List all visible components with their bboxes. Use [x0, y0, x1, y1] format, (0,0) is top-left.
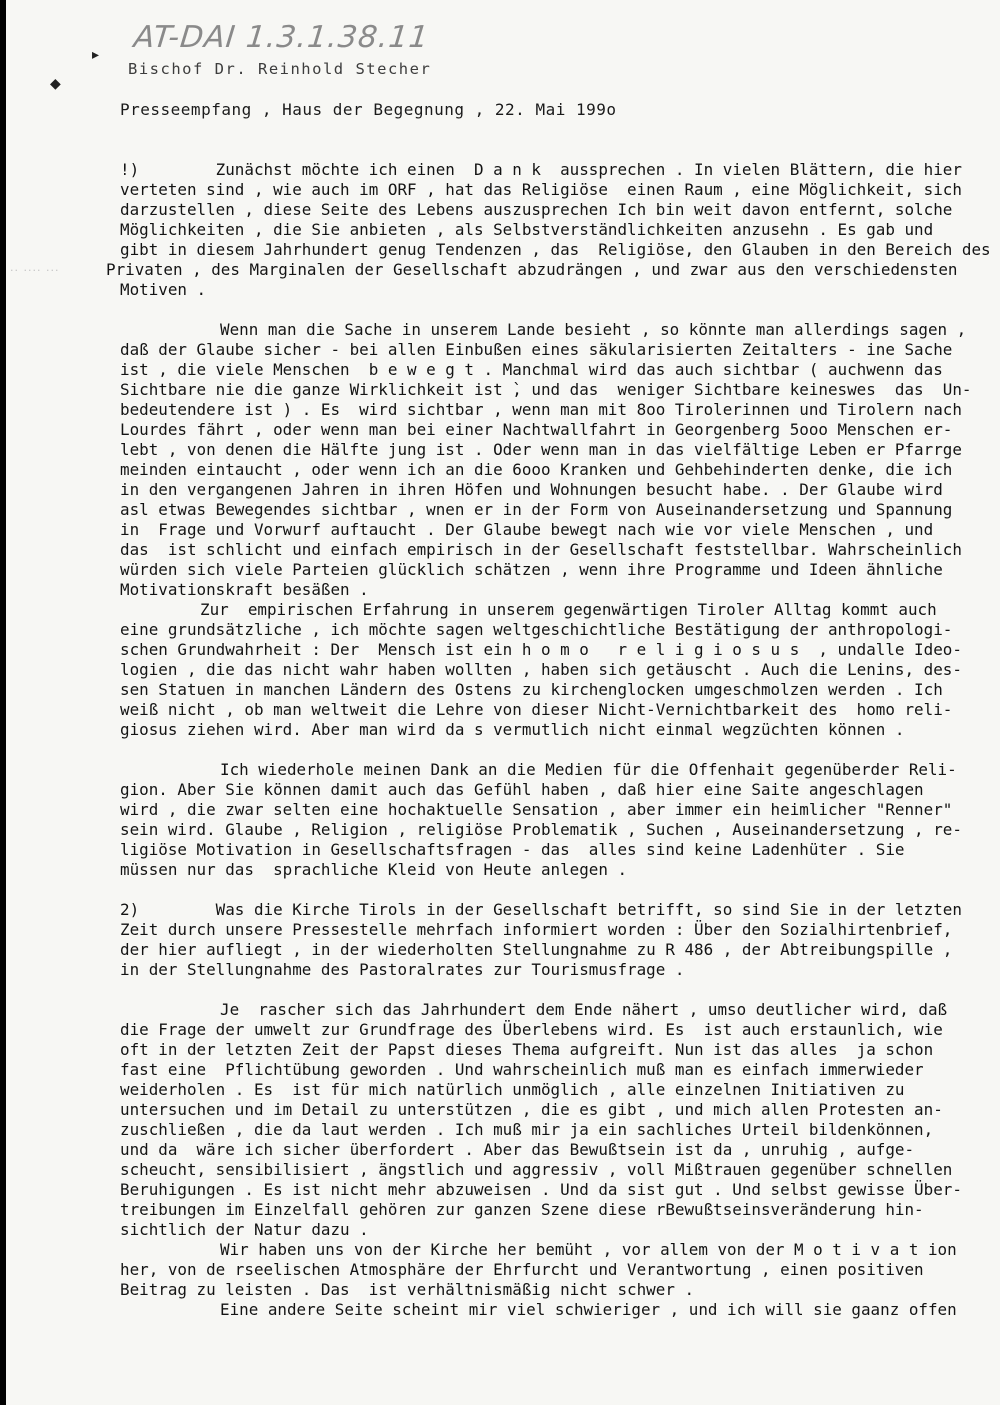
text-line: giosus ziehen wird. Aber man wird da s vermutlich nicht einmal wegzüchten können .: [120, 720, 905, 739]
text-line: weiderholen . Es ist für mich natürlich unmöglich , alle einzelnen Initiativen zu: [120, 1080, 905, 1099]
text-line: sen Statuen in manchen Ländern des Ostens zu kirchenglocken umgeschmolzen werden . Ich: [120, 680, 943, 699]
subject-line: Presseempfang , Haus der Begegnung , 22. Mai 199o: [120, 100, 617, 119]
text-line: asl etwas Bewegendes sichtbar , wnen er in der Form von Auseinandersetzung und Spannung: [120, 500, 953, 519]
text-line: ligiöse Motivation in Gesellschaftsfragen - das alles sind keine Ladenhüter . Sie: [120, 840, 905, 859]
text-line: verteten sind , wie auch im ORF , hat das Religiöse einen Raum , eine Möglichkeit, sich: [120, 180, 962, 199]
text-line: Je rascher sich das Jahrhundert dem Ende nähert , umso deutlicher wird, daß: [220, 1000, 948, 1019]
text-line: treibungen im Einzelfall gehören zur ganzen Szene diese rBewußtseinsveränderung hin-: [120, 1200, 924, 1219]
margin-faded-text: ·· ···· ···: [10, 264, 60, 277]
text-line: müssen nur das sprachliche Kleid von Heute anlegen .: [120, 860, 628, 879]
text-line: in den vergangenen Jahren in ihren Höfen und Wohnungen besucht habe. . Der Glaube wird: [120, 480, 943, 499]
author-line: Bischof Dr. Reinhold Stecher: [128, 60, 432, 78]
margin-mark-top: ▸: [92, 47, 100, 63]
text-line: die Frage der umwelt zur Grundfrage des Überlebens wird. Es ist auch erstaunlich, wie: [120, 1020, 943, 1039]
text-line: 2) Was die Kirche Tirols in der Gesellschaft betrifft, so sind Sie in der letzten: [120, 900, 962, 919]
text-line: meinden eintaucht , oder wenn ich an die 6ooo Kranken und Gehbehinderten denke, die ich: [120, 460, 953, 479]
text-line: fast eine Pflichtübung geworden . Und wahrscheinlich muß man es einfach immerwieder: [120, 1060, 924, 1079]
text-line: Beitrag zu leisten . Das ist verhältnismäßig nicht schwer .: [120, 1280, 695, 1299]
text-line: Zeit durch unsere Pressestelle mehrfach informiert worden : Über den Sozialhirtenbrief,: [120, 920, 953, 939]
text-line: bedeutendere ist ) . Es wird sichtbar , wenn man mit 8oo Tirolerinnen und Tirolern nach: [120, 400, 962, 419]
text-line: Privaten , des Marginalen der Gesellschaft abzudrängen , und zwar aus den verschiedensten: [106, 260, 958, 279]
text-line: sichtlich der Natur dazu .: [120, 1220, 369, 1239]
text-line: ist , die viele Menschen b e w e g t . Manchmal wird das auch sichtbar ( auchwenn das: [120, 360, 943, 379]
text-line: der hier aufliegt , in der wiederholten Stellungnahme zu R 486 , der Abtreibungspille ,: [120, 940, 953, 959]
text-line: logien , die das nicht wahr haben wollten , haben sich getäuscht . Auch die Lenins, des-: [120, 660, 962, 679]
text-line: Beruhigungen . Es ist nicht mehr abzuweisen . Und da sist gut . Und selbst gewisse Über-: [120, 1180, 962, 1199]
text-line: scheucht, sensibilisiert , ängstlich und aggressiv , voll Mißtrauen gegenüber schnellen: [120, 1160, 953, 1179]
text-line: und da wäre ich sicher überfordert . Aber das Bewußtsein ist da , unruhig , aufge-: [120, 1140, 915, 1159]
text-line: !) Zunächst möchte ich einen D a n k aussprechen . In vielen Blättern, die hier: [120, 160, 962, 179]
archive-code-handwritten: AT-DAI 1.3.1.38.11: [132, 20, 431, 55]
text-line: Eine andere Seite scheint mir viel schwieriger , und ich will sie gaanz offen: [220, 1300, 957, 1319]
text-line: zuschließen , die da laut werden . Ich muß mir ja ein sachliches Urteil bildenkönnen,: [120, 1120, 934, 1139]
text-line: Möglichkeiten , die Sie anbieten , als Selbstverständlichkeiten anzusehn . Es gab und: [120, 220, 934, 239]
text-line: in Frage und Vorwurf auftaucht . Der Glaube bewegt nach wie vor viele Menschen , und: [120, 520, 934, 539]
text-line: schen Grundwahrheit : Der Mensch ist ein h o m o r e l i g i o s u s , undalle Ideo-: [120, 640, 962, 659]
text-line: Lourdes fährt , oder wenn man bei einer Nachtwallfahrt in Georgenberg 5ooo Menschen er-: [120, 420, 953, 439]
text-line: eine grundsätzliche , ich möchte sagen weltgeschichtliche Bestätigung der anthropologi-: [120, 620, 953, 639]
document-page: [6, 0, 1000, 1405]
text-line: lebt , von denen die Hälfte jung ist . Oder wenn man in das vielfältige Leben er Pfarrge: [120, 440, 962, 459]
text-line: sein wird. Glaube , Religion , religiöse Problematik , Suchen , Auseinandersetzung , re-: [120, 820, 962, 839]
margin-mark-left: ◆: [50, 76, 61, 92]
text-line: gion. Aber Sie können damit auch das Gefühl haben , daß hier eine Saite angeschlagen: [120, 780, 924, 799]
text-line: Wir haben uns von der Kirche her bemüht , vor allem von der M o t i v a t ion: [220, 1240, 957, 1259]
text-line: Motivationskraft besäßen .: [120, 580, 369, 599]
text-line: das ist schlicht und einfach empirisch in der Gesellschaft feststellbar. Wahrscheinlich: [120, 540, 962, 559]
text-line: gibt in diesem Jahrhundert genug Tendenzen , das Religiöse, den Glauben in den Bereich des: [120, 240, 991, 259]
text-line: untersuchen und im Detail zu unterstützen , die es gibt , und mich allen Protesten an-: [120, 1100, 943, 1119]
text-line: her, von de rseelischen Atmosphäre der Ehrfurcht und Verantwortung , einen positiven: [120, 1260, 924, 1279]
text-line: Wenn man die Sache in unserem Lande besieht , so könnte man allerdings sagen ,: [220, 320, 967, 339]
text-line: darzustellen , diese Seite des Lebens auszusprechen Ich bin weit davon entfernt, solche: [120, 200, 953, 219]
text-line: Sichtbare nie die ganze Wirklichkeit ist ̀, und das weniger Sichtbare keineswes das Un-: [120, 380, 972, 399]
text-line: wird , die zwar selten eine hochaktuelle Sensation , aber immer ein heimlicher "Renner": [120, 800, 953, 819]
text-line: weiß nicht , ob man weltweit die Lehre von dieser Nicht-Vernichtbarkeit des homo reli-: [120, 700, 953, 719]
text-line: Zur empirischen Erfahrung in unserem gegenwärtigen Tiroler Alltag kommt auch: [200, 600, 937, 619]
text-line: oft in der letzten Zeit der Papst dieses Thema aufgreift. Nun ist das alles ja schon: [120, 1040, 934, 1059]
text-line: daß der Glaube sicher - bei allen Einbußen eines säkularisierten Zeitalters - ine Sache: [120, 340, 953, 359]
text-line: in der Stellungnahme des Pastoralrates zur Tourismusfrage .: [120, 960, 685, 979]
text-line: Ich wiederhole meinen Dank an die Medien für die Offenhait gegenüberder Reli-: [220, 760, 957, 779]
text-line: Motiven .: [120, 280, 207, 299]
text-line: würden sich viele Parteien glücklich schätzen , wenn ihre Programme und Ideen ähnliche: [120, 560, 943, 579]
